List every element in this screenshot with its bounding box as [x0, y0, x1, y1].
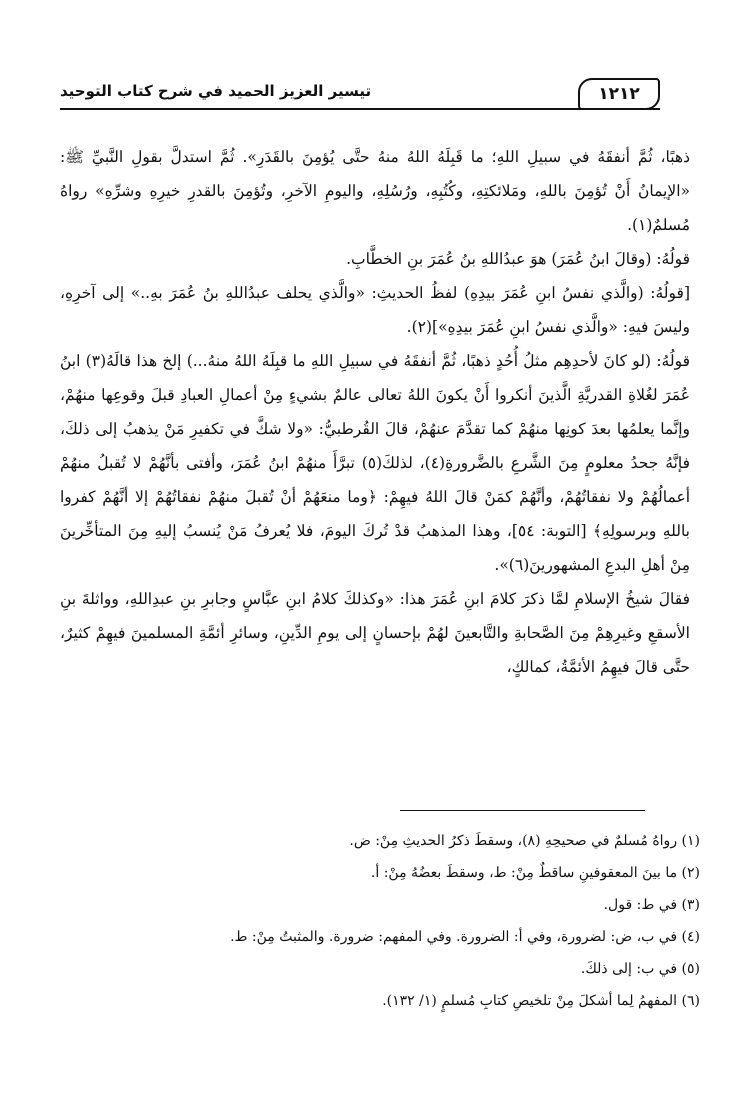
- main-text: [60, 140, 690, 684]
- book-title: تيسير العزيز الحميد في شرح كتاب التوحيد: [60, 82, 372, 100]
- running-header: [60, 80, 660, 110]
- footnote: (٣) في ط: قول.: [603, 897, 700, 913]
- page-number: ١٢١٢: [578, 78, 660, 110]
- paragraph: قولُهُ: (لو كانَ لأحدِهِم مثلُ أُحُدٍ ذهبًا، ثُمَّ أنفقَهُ في سبيلِ اللهِ ما قبِلَهُ اللهُ منهُ...) إلخ هذا قالَهُ(٣) ابنُ عُمَرَ لغُلاةِ القدريَّةِ الَّذينَ أنكروا أَنْ يكونَ اللهُ تعالى عالمٌ بشيءٍ مِنْ أعمالِ العبادِ قبلَ وقوعِها منهُمْ، وإنَّما يعلمُها بعدَ كونِها منهُمْ كما تقدَّمَ عنهُمْ، قالَ القُرطبيُّ: «ولا شكَّ في تكفيرِ مَنْ يذهبُ إلى ذلكَ، فإنَّهُ جحدُ معلومٍ مِنَ الشَّرعِ بالضَّرورةِ(٤)، لذلكَ(٥) تبرَّأَ منهُمْ ابنُ عُمَرَ، وأفتى بأنَّهُمْ لا تُقبلُ منهُمْ أعمالُهُمْ ولا نفقاتُهُمْ، وأنَّهُمْ كمَنْ قالَ اللهُ فيهِمْ: ﴿وما منعَهُمْ أنْ تُقبلَ منهُمْ نفقاتُهُمْ إلا أنَّهُمْ كفروا باللهِ وبرسولِهِ﴾ [التوبة: ٥٤]، وهذا المذهبُ قدْ تُركَ اليومَ، فلا يُعرفُ مَنْ يُنسبُ إليهِ مِنَ المتأخِّرينَ مِنْ أهلِ البدعِ المشهورينَ(٦)».: [60, 352, 690, 574]
- footnote: (٦) المفهمُ لِما أشكلَ مِنْ تلخيصِ كتابِ مُسلمٍ (١/ ١٣٢).: [382, 993, 700, 1009]
- paragraph: [قولُهُ: (والَّذي نفسُ ابنِ عُمَرَ بيدِهِ) لفظُ الحديثِ: «والَّذي يحلف عبدُاللهِ بنُ عُمَرَ بهِ..» إلى آخرِهِ، وليسَ فيهِ: «والَّذي نفسُ ابنِ عُمَرَ بيدِهِ»](٢).: [60, 284, 690, 336]
- paragraph: قولُهُ: (وقالَ ابنُ عُمَرَ) هوَ عبدُاللهِ بنُ عُمَرَ بنِ الخطَّابِ.: [346, 250, 690, 268]
- footnote: (٢) ما بينَ المعقوفينِ ساقطٌ مِنْ: ط، وسقطَ بعضُهُ مِنْ: أ.: [370, 865, 700, 881]
- footnote-divider: [400, 810, 645, 811]
- footnote: (١) رواهُ مُسلمٌ في صحيحِهِ (٨)، وسقطَ ذكرُ الحديثِ مِنْ: ض.: [349, 833, 700, 849]
- paragraph: فقالَ شيخُ الإسلامِ لمَّا ذكرَ كلامَ ابنِ عُمَرَ هذا: «وكذلكَ كلامُ ابنِ عبَّاسٍ وجابرِ بنِ عبدِاللهِ، وواثلةَ بنِ الأسقعِ وغيرِهِمْ مِنَ الصَّحابةِ والتَّابعينَ لهُمْ بإحسانٍ إلى يومِ الدِّينِ، وسائرِ أئمَّةِ المسلمينَ فيهِمْ كثيرٌ، حتَّى قالَ فيهِمُ الأئمَّةُ، كمالكٍ،: [60, 590, 690, 676]
- paragraph: ذهبًا، ثُمَّ أنفقَهُ في سبيلِ اللهِ؛ ما قَبِلَهُ اللهُ منهُ حتَّى يُؤمِنَ بالقَدَرِ». ثُمَّ استدلَّ بقولِ النَّبيِّ ﷺ: «الإيمانُ أَنْ تُؤمِنَ باللهِ، ومَلائكتِهِ، وكُتُبِهِ، ورُسُلِهِ، واليومِ الآخرِ، وتُؤمِنَ بالقدرِ خيرِهِ وشرِّهِ» رواهُ مُسلمٌ(١).: [60, 148, 690, 234]
- footnote: (٥) في ب: إلى ذلكَ.: [580, 961, 700, 977]
- footnotes: [200, 825, 700, 1017]
- footnote: (٤) في ب، ض: لضرورة، وفي أ: الضرورة. وفي المفهم: ضرورة. والمثبتُ مِنْ: ط.: [230, 929, 700, 945]
